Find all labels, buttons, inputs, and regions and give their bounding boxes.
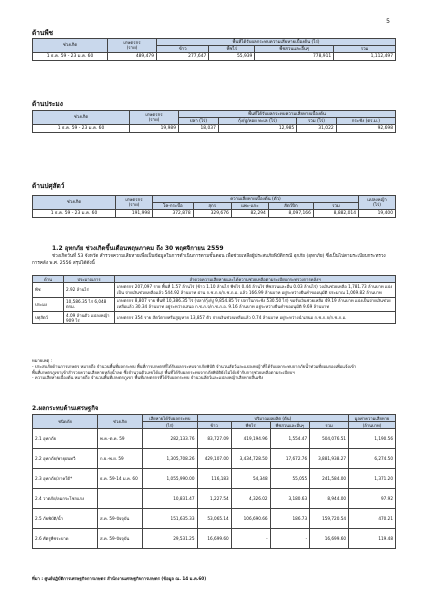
econ-subheader: รวม xyxy=(310,422,349,429)
crops-cell: 778,911 xyxy=(255,53,334,60)
note-line: - ความเสียหายเบื้องต้น หมายถึง จำนวนพื้นที่เกษตรภูเขา พื้นที่เกษตรกรที่ได้รับผลกระทบ จำนวนสัตว์และแปลงหญ้าเสียหายสิ้นเชิง xyxy=(32,375,264,381)
econ-subheader: (ล้านบาท) xyxy=(349,422,396,429)
econ-cell: 16,699.60 xyxy=(310,529,349,549)
fish-subheader: กระชัง (ตร.ม.) xyxy=(336,118,395,125)
flood-cell: พืช xyxy=(33,283,64,297)
crops-subheader: พืชสวนและอื่นๆ xyxy=(255,46,334,53)
econ-cell: ส.ค. 59-ปัจจุบัน xyxy=(98,509,143,529)
flood-cell: 4.09 ล้านตัว แปลงหญ้า 909 ไร่ xyxy=(64,312,115,324)
econ-cell: - xyxy=(270,529,310,549)
live-header-period: ช่วงเกิด xyxy=(33,196,116,210)
fish-cell: 1 ธ.ค. 59 - 23 ม.ค. 60 xyxy=(33,125,130,132)
econ-cell: 186.73 xyxy=(270,509,310,529)
live-cell: 8,882,014 xyxy=(313,210,358,217)
flood-heading: 1.2 อุทกภัย ช่วงเกิดขึ้นเดือนพฤษภาคม ถึง 30 พฤศจิกายน 2559 xyxy=(52,245,224,252)
econ-cell xyxy=(98,489,143,509)
econ-cell: 17,672.76 xyxy=(270,449,310,469)
fish-cell: 12,985 xyxy=(218,125,296,132)
econ-cell: 2.1 อุทกภัย xyxy=(33,429,98,449)
econ-cell: 1,305,708.26 xyxy=(143,449,198,469)
crops-table xyxy=(32,38,396,61)
econ-header-period: ช่วงเกิด xyxy=(98,415,143,429)
notes-block xyxy=(32,358,396,381)
econ-cell: 54,348 xyxy=(231,469,270,489)
page-number: 5 xyxy=(386,18,390,25)
econ-cell: 159,720.54 xyxy=(310,509,349,529)
econ-cell: 6,274.50 xyxy=(349,449,396,469)
crops-header-farmers: เกษตรกร (ราย) xyxy=(108,39,157,53)
flood-header: ลำดวจความเสียหายและได้ความช่วยเหลือตามระเบียบกระทรวงการคลังฯ xyxy=(115,276,396,283)
source-note: ที่มา : ศูนย์ปฏิบัติการเศรษฐกิจการเกษตร สำนักงานเศรษฐกิจการเกษตร (ข้อมูล ณ. 14 ม.ค.60) xyxy=(32,576,207,581)
crops-subheader: ข้าว xyxy=(157,46,209,53)
crops-cell: 55,939 xyxy=(209,53,255,60)
econ-cell: 116,183 xyxy=(197,469,231,489)
econ-cell: 53,065.14 xyxy=(197,509,231,529)
economic-impact-table xyxy=(32,414,396,549)
econ-cell: 97.92 xyxy=(349,489,396,509)
econ-cell: 10,831.47 xyxy=(143,489,198,509)
flood-paragraph-line: อุกภัย (อุทกภัย) ซึ่งเป็นไปตามระเบียบกระทรวงการคลัง พ.ศ. 2556 สรุปได้ดังนี้ xyxy=(32,254,386,267)
econ-cell: 419,194.96 xyxy=(231,429,270,449)
fish-subheader: ปลา (ไร่) xyxy=(179,118,219,125)
econ-header-type: ชนิดภัย xyxy=(33,415,98,429)
live-header-loss: ความเสียหายเบื้องต้น (ตัว) xyxy=(153,196,359,203)
live-cell: 8,097,166 xyxy=(268,210,313,217)
live-cell: 19,400 xyxy=(359,210,396,217)
live-subheader: โค-กระบือ xyxy=(153,203,194,210)
econ-cell: - xyxy=(231,529,270,549)
econ-header-area: เสียหายได้รับผลกระทบ xyxy=(143,415,198,422)
econ-cell: 241,584.00 xyxy=(310,469,349,489)
econ-cell: 2.4 วาตภัย/ลมกระโชกแรง xyxy=(33,489,98,509)
econ-cell: 1,190.56 xyxy=(349,429,396,449)
crops-cell: 1,112,497 xyxy=(334,53,396,60)
section-livestock-title: ด้านปศุสัตว์ xyxy=(32,182,65,190)
flood-assistance-table xyxy=(32,275,396,324)
flood-header: ประมาณการ xyxy=(64,276,115,283)
crops-header-period: ช่วงเกิด xyxy=(33,39,108,53)
live-subheader: รวม xyxy=(313,203,358,210)
note-line: - ประสบภัยด้านการเกษตร หมายถึง จำนวนพื้นที่ผลกระทบ พื้นที่การเกษตรที่ได้รับผลกระทบจากภัยพิบัติ จำนวนสัตว์และแปลงหญ้าที่ได้รับผลกระทบจากภัยน้ำท่วมที่ยอมรองเพื่อแจ้งเข้า xyxy=(32,363,357,369)
livestock-table xyxy=(32,195,396,218)
live-header-pasture: แปลงหญ้า (ไร่) xyxy=(359,196,396,210)
flood-cell: เกษตรกร 354 ราย สัตว์ตายหรือสูญหาย 13,857 ตัว จ่ายเงินช่วยเหลือแล้ว 0.74 ล้านบาท อยู่ระหว่างนำเสนอ ก.ช.ภ.จ/ก.ช.ภ.อ. xyxy=(115,312,396,324)
fish-cell: 92,698 xyxy=(336,125,395,132)
live-cell: 372,878 xyxy=(153,210,194,217)
fish-cell: 31,022 xyxy=(297,125,336,132)
econ-cell: 83,727.09 xyxy=(197,429,231,449)
flood-cell: เกษตรกร 8,807 ราย พื้นที่ 10,386.35 ไร่ (ปลา/กุ้ง/ปู 9,854.85 ไร่ ปลาในกระชัง 530.50 ไร่) ขอรับเงินช่วยเหลือ 49.19 ล้านบาท แบ่งเป็นจ่ายเงินช่วยเหลือแล้ว 30.34 ล้านบาท อยู่ระหว่างเสนอ ก.ช.ภ.จ/ก.ช.ภ.อ. 9.16 ล้านบาท อยู่ระหว่างยืนคำขออนุมัติ 9.69 ล้านบาท xyxy=(115,297,396,311)
econ-cell: 119.48 xyxy=(349,529,396,549)
econ-subheader: (ไร่) xyxy=(143,422,198,429)
econ-cell: 3,881,938.27 xyxy=(310,449,349,469)
section-crops-title: ด้านพืช xyxy=(32,29,54,37)
fish-subheader: กุ้ง/ปู/หอย ทะเล (ไร่) xyxy=(218,118,296,125)
live-subheader: สัตว์ปีก xyxy=(268,203,313,210)
econ-header-qty: ปริมาณผลผลิต (ตัน) xyxy=(197,415,349,422)
econ-cell: 2.6 ศัตรูพืชระบาด xyxy=(33,529,98,549)
econ-subheader: พืชไร่ xyxy=(231,422,270,429)
flood-cell: 10,586.35 ไร่ 6,048 ตรม. xyxy=(64,297,115,311)
live-header-farmers: เกษตรกร (ราย) xyxy=(116,196,153,210)
live-subheader: แพะ-แกะ xyxy=(231,203,268,210)
flood-header: ด้าน xyxy=(33,276,64,283)
live-cell: 191,998 xyxy=(116,210,153,217)
econ-cell: 3,180.63 xyxy=(270,489,310,509)
econ-cell: 1,554.47 xyxy=(270,429,310,449)
crops-header-area: พื้นที่ได้รับผลกระทบความเสียหายเบื้องต้น (ไร่) xyxy=(157,39,396,46)
econ-cell: พ.ค.-ต.ค. 59 xyxy=(98,429,143,449)
econ-cell: 16,699.60 xyxy=(197,529,231,549)
econ-cell: ก.ย.-พ.ย. 59 xyxy=(98,449,143,469)
econ-cell: 470.21 xyxy=(349,509,396,529)
econ-cell: 2.3 อุทกภัย/ภาคใต้* xyxy=(33,469,98,489)
econ-cell: ธ.ค. 59-14 ม.ค. 60 xyxy=(98,469,143,489)
econ-cell: 3,434,728.50 xyxy=(231,449,270,469)
econ-cell: 504,076.51 xyxy=(310,429,349,449)
econ-header-value: มูลค่าความเสียหาย xyxy=(349,415,396,422)
crops-subheader: พืชไร่ xyxy=(209,46,255,53)
econ-cell: 29,531.25 xyxy=(143,529,198,549)
economic-heading: 2.ผลกระทบด้านเศรษฐกิจ xyxy=(32,405,99,412)
fish-header-area: พื้นที่ได้รับผลกระทบความเสียหายเบื้องต้น xyxy=(179,111,396,118)
live-cell: 82,294 xyxy=(231,210,268,217)
section-fisheries-title: ด้านประมง xyxy=(32,100,63,108)
econ-cell: 429,107.00 xyxy=(197,449,231,469)
live-cell: 329,676 xyxy=(193,210,231,217)
fish-header-period: ช่วงเกิด xyxy=(33,111,130,125)
fisheries-table xyxy=(32,110,396,133)
fish-cell: 19,989 xyxy=(130,125,179,132)
econ-cell: 1,055,990.00 xyxy=(143,469,198,489)
econ-cell: 2.5 ภัยพิบัติ/น้ำ xyxy=(33,509,98,529)
flood-cell: 2.92 ล้านไร่ xyxy=(64,283,115,297)
flood-paragraph xyxy=(32,253,392,267)
crops-subheader: รวม xyxy=(334,46,396,53)
econ-cell: ส.ค. 59-ปัจจุบัน xyxy=(98,529,143,549)
flood-cell: ปศุสัตว์ xyxy=(33,312,64,324)
fish-header-farmers: เกษตรกร (ราย) xyxy=(130,111,179,125)
fish-cell: 18,037 xyxy=(179,125,219,132)
flood-paragraph-line: ช่วงเกิดวันที่ 53 จังหวัด สำรวจความเสียหายเพื่อเป็นข้อมูลในการดำเนินการตามขั้นตอน เพื่อช่วยเหลือผู้ประสบภัยพิบัติกรณี xyxy=(52,254,293,259)
econ-cell: 106,690.66 xyxy=(231,509,270,529)
econ-subheader: พืชสวนและอื่นๆ xyxy=(270,422,310,429)
flood-cell: ประมง xyxy=(33,297,64,311)
econ-cell: 1,227.54 xyxy=(197,489,231,509)
econ-cell: 2.2 อุทกภัย/พายุฝนทวี xyxy=(33,449,98,469)
econ-subheader: ข้าว xyxy=(197,422,231,429)
crops-cell: 489,479 xyxy=(108,53,157,60)
econ-cell: 4,326.02 xyxy=(231,489,270,509)
note-line: พื้นที่เกษตรภูเขาเข้าสำรวจความเสียหายหลังน้ำลด ซึ่งจำนวนตัวเลขได้แก่ พื้นที่ได้รับผลกระทบจากภัยพิบัติยังไม่ได้เข้ารับการช่วยเหลือตามระเบียบฯ xyxy=(32,369,295,375)
note-line: หมายเหตุ : xyxy=(32,358,52,363)
crops-cell: 277,647 xyxy=(157,53,209,60)
flood-cell: เกษตรกร 207,097 ราย พื้นที่ 1.57 ล้านไร่ (ข้าว 1.10 ล้านไร่ พืชไร่ 0.44 ล้านไร่ พืชสวนและอื่น 0.03 ล้านไร่) วงเงินช่วยเหลือ 1,781.73 ล้านบาท แบ่งเป็น จ่ายเงินช่วยเหลือแล้ว 544.92 ล้านบาท ผ่าน ก.ช.ภ.จ/ก.ช.ภ.อ. แล้ว 166.99 ล้านบาท อยู่ระหว่างยืนคำขออนุมัติ ประมาณ 1,069.82 ล้านบาท xyxy=(115,283,396,297)
econ-cell: 8,944.00 xyxy=(310,489,349,509)
econ-cell: 55,055 xyxy=(270,469,310,489)
live-subheader: สุกร xyxy=(193,203,231,210)
fish-subheader: รวม (ไร่) xyxy=(297,118,336,125)
econ-cell: 151,635.33 xyxy=(143,509,198,529)
econ-cell: 1,371.20 xyxy=(349,469,396,489)
econ-cell: 282,133.76 xyxy=(143,429,198,449)
live-cell: 1 ธ.ค. 59 - 23 ม.ค. 60 xyxy=(33,210,116,217)
crops-cell: 1 ธ.ค. 59 - 23 ม.ค. 60 xyxy=(33,53,108,60)
